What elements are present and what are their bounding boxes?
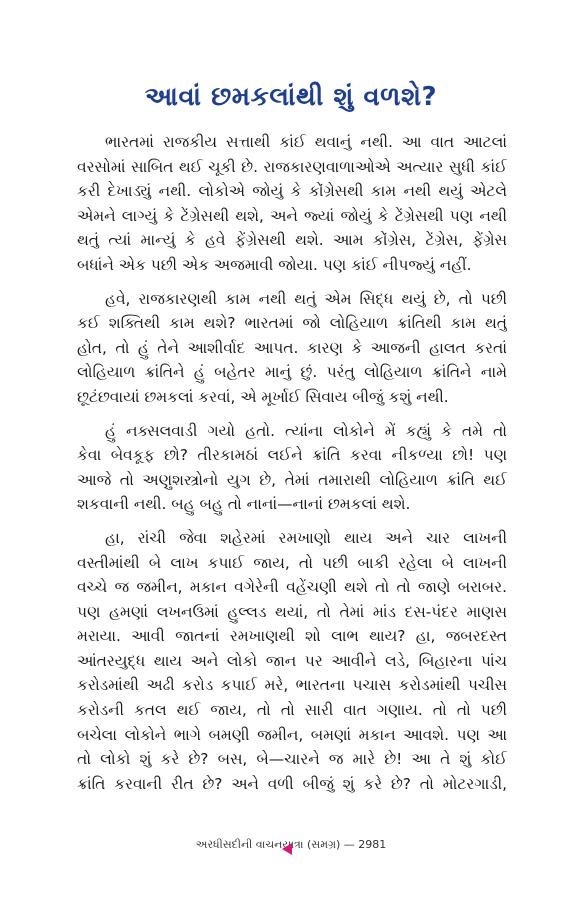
paragraph (77, 526, 507, 797)
page-marker-arrow-icon (282, 843, 292, 855)
text-line: આંતરયુદ્ધ થાય અને લોકો જાન પર આવીને લડે, બિહારના પાંચ (77, 651, 507, 670)
text-line: થતું ત્યાં માન્યું કે હવે ફેંગ્રેસથી થશે. આમ કોંગ્રેસ, ટેંગ્રેસ, ફેંગ્રેસ (77, 231, 507, 250)
text-line: હવે, રાજકારણથી કામ નથી થતું એમ સિદ્ધ થયું છે, તો પછી (105, 289, 507, 308)
page-footer: અરધીસદીની વાચનયાત્રા (સમગ્ર) — 2981 (195, 838, 387, 851)
body-text (77, 130, 507, 805)
text-line: પણ હમણાં લખનઉમાં હુલ્લડ થયાં, તો તેમાં માંડ દસ-પંદર માણસ (77, 602, 507, 621)
text-line: છૂટંછવાયાં છમકલાં કરવાં, એ મૂર્ખાઈ સિવાય બીજું કશું નથી. (77, 387, 449, 406)
paragraph (77, 419, 507, 517)
text-line: હા, રાંચી જેવા શહેરમાં રમખાણો થાય અને ચાર લાખની (105, 528, 507, 547)
text-line: બચેલા લોકોને ભાગે બમણી જમીન, બમણાં મકાન આવશે. પણ આ (77, 725, 507, 744)
text-line: લોહિયાળ ક્રાંતિને હું બહેતર માનું છું. પરંતુ લોહિયાળ ક્રાંતિને નામે (77, 363, 507, 382)
text-line: તો લોકો શું કરે છે? બસ, બે—ચારને જ મારે છે! આ તે શું કોઈ (77, 750, 507, 769)
text-line: કેવા બેવકૂફ છો? તીરકામઠાં લઈને ક્રાંતિ કરવા નીકળ્યા છો! પણ (77, 446, 507, 465)
page-title: આવાં છમકલાંથી શું વળશે? (144, 82, 438, 112)
text-line: આજે તો અણુશસ્ત્રોનો યુગ છે, તેમાં તમારાથી લોહિયાળ ક્રાંતિ થઈ (77, 470, 507, 489)
text-line: કરોડની કતલ થઈ જાય, તો તો સારી વાત ગણાય. તો તો પછી (77, 701, 507, 720)
text-line: વસ્તીમાંથી બે લાખ કપાઈ જાય, તો પછી બાકી રહેલા બે લાખની (77, 553, 507, 572)
text-line: વરસોમાં સાબિત થઈ ચૂકી છે. રાજકારણવાળાઓએ અત્યાર સુધી કાંઈ (77, 157, 507, 176)
text-line: કરી દેખાડ્યું નથી. લોકોએ જોયું કે કોંગ્રેસથી કામ નથી થયું એટલે (77, 182, 507, 201)
text-line: વચ્ચે જ જમીન, મકાન વગેરેની વહેંચણી થશે તો તો જાણે બરાબર. (77, 578, 507, 597)
text-line: હોત, તો હું તેને આશીર્વાદ આપત. કારણ કે આજની હાલત કરતાં (77, 338, 507, 357)
text-line: હું નક્સલવાડી ગયો હતો. ત્યાંના લોકોને મેં કહ્યું કે તમે તો (105, 421, 507, 440)
text-line: બધાંને એક પછી એક અજમાવી જોયા. પણ કાંઈ નીપજ્યું નહીં. (77, 255, 472, 274)
text-line: ભારતમાં રાજકીય સત્તાથી કાંઈ થવાનું નથી. આ વાત આટલાં (105, 133, 507, 151)
text-line: કઈ શક્તિથી કામ થશે? ભારતમાં જો લોહિયાળ ક્રાંતિથી કામ થતું (77, 314, 507, 333)
text-line: મરાયા. આવી જાતનાં રમખાણથી શો લાભ થાય? હા, જબરદસ્ત (77, 627, 507, 646)
text-line: શકવાની નથી. બહુ બહુ તો નાનાં—નાનાં છમકલાં થશે. (77, 495, 411, 514)
text-line: એમને લાગ્યું કે ટેંગ્રેસથી થશે, અને જ્યાં જોયું કે ટેંગ્રેસથી પણ નથી (77, 206, 507, 225)
paragraph (77, 130, 507, 278)
paragraph (77, 287, 507, 410)
text-line: કરોડમાંથી અઢી કરોડ કપાઈ મરે, ભારતના પચાસ કરોડમાંથી પચીસ (77, 676, 507, 695)
text-line: ક્રાંતિ કરવાની રીત છે? અને વળી બીજું શું કરે છે? તો મોટરગાડી, (77, 774, 507, 793)
